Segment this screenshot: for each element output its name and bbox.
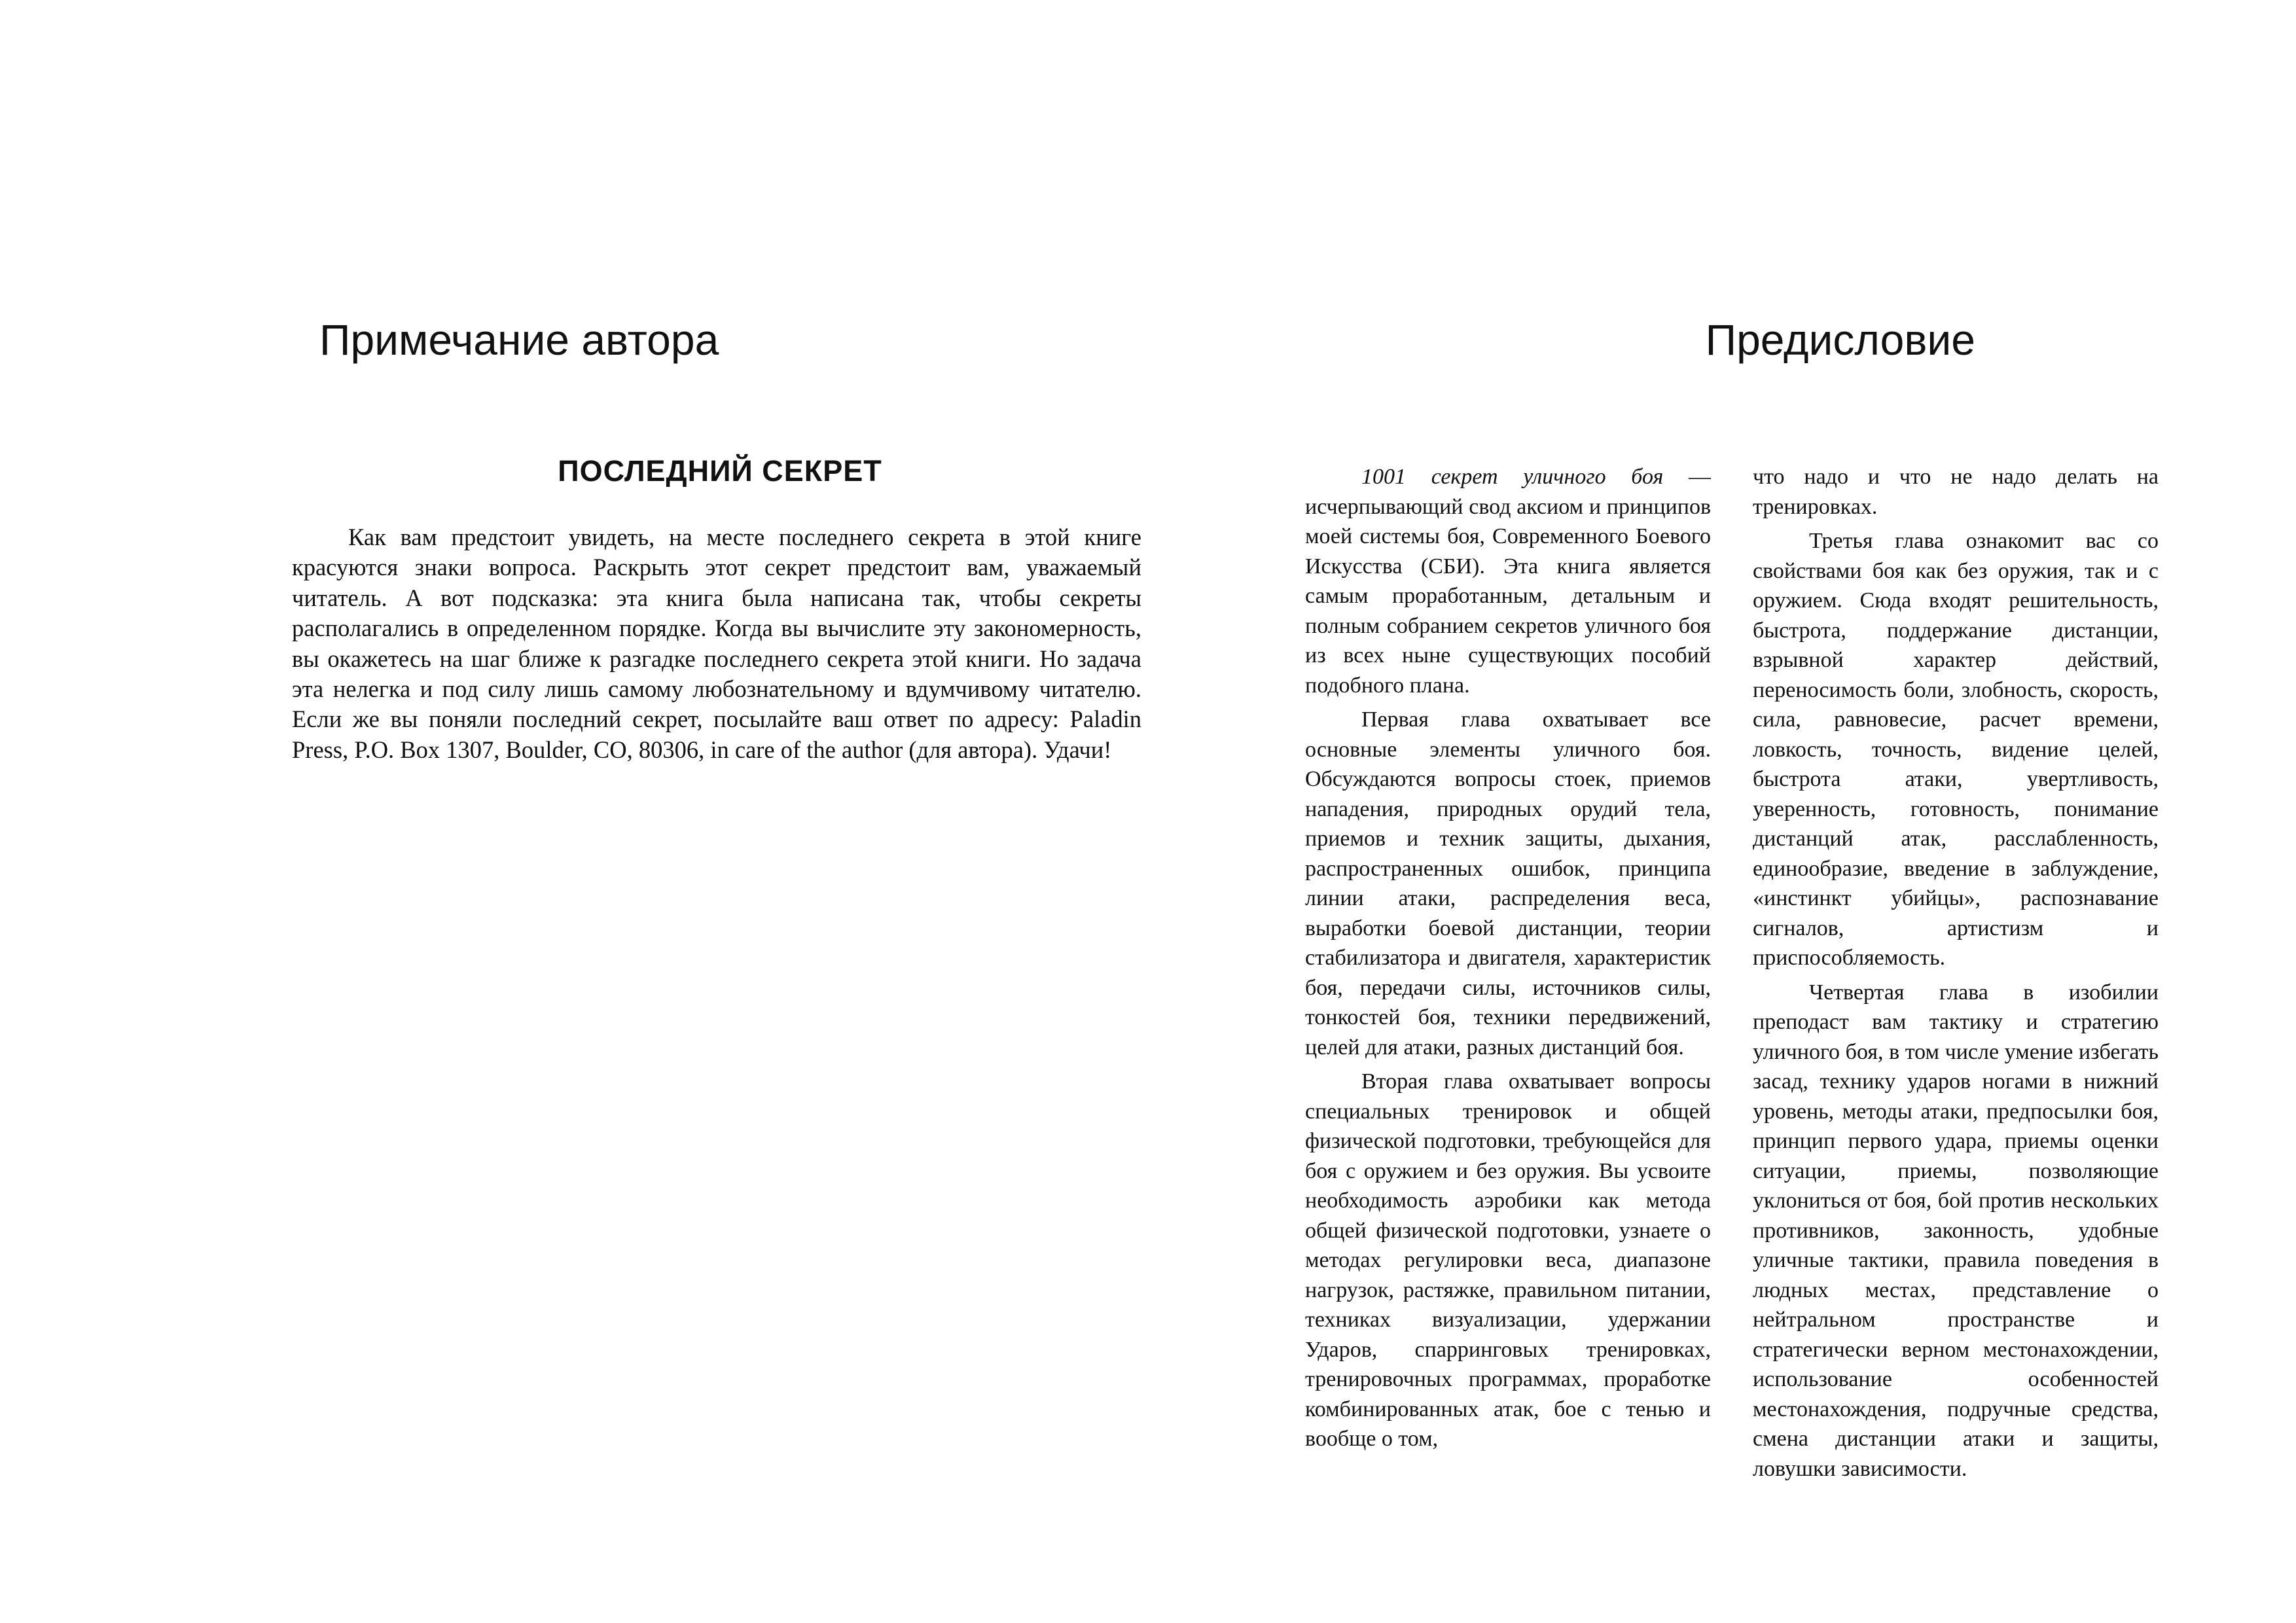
preface-paragraph-chapter4: Четвертая глава в изобилии преподаст вам тактику и стратегию уличного боя, в том числе умение избегать засад, технику ударов ногами в нижний уровень, методы атаки, предпосылки боя, принцип первого удара, приемы оценки ситуации, приемы, позволяющие уклониться от боя, бой против нескольких противников, законность, удобные уличные тактики, правила поведения в людных местах, представление о нейтральном пространстве и стратегически верном местонахождении, использование особенностей местонахождения, подручные средства, смена дистанции атаки и защиты, ловушки зависимости. (1753, 980, 2159, 1481)
preface-title: Предисловие (1705, 315, 1975, 364)
author-note-title: Примечание автора (319, 315, 719, 364)
intro-text: — исчерпывающий свод аксиом и принципов моей системы боя, Современного Боевого Искусства (СБИ). Эта книга является самым проработанным, детальным и полным собранием секретов уличного боя из всех ныне существующих пособий подобного плана. (1305, 465, 1711, 698)
preface-paragraph-continued: что надо и что не надо делать на тренировках. (1753, 465, 2159, 519)
author-note-body: Как вам предстоит увидеть, на месте последнего секрета в этой книге красуются знаки вопроса. Раскрыть этот секрет предстоит вам, уважаемый читатель. А вот подсказка: эта книга была написана так, чтобы секреты располагались в определенном порядке. Когда вы вычислите эту закономерность, вы окажетесь на шаг ближе к разгадке последнего секрета этой книги. Но задача эта нелегка и под силу лишь самому любознательному и вдумчивому читателю. Если же вы поняли последний секрет, посылайте ваш ответ по адресу: Paladin Press, P.O. Box 1307, Boulder, CO, 80306, in care of the author (для автора). Удачи! (292, 524, 1141, 763)
book-title-italic: 1001 секрет уличного боя (1361, 465, 1664, 489)
preface-paragraph-chapter3: Третья глава ознакомит вас со свойствами боя как без оружия, так и с оружием. Сюда входят решительность, быстрота, поддержание дистанции, взрывной характер действий, переносимость боли, злобность, скорость, сила, равновесие, расчет времени, ловкость, точность, видение целей, быстрота атаки, увертливость, уверенность, готовность, понимание дистанций атак, расслабленность, единообразие, введение в заблуждение, «инстинкт убийцы», распознавание сигналов, артистизм и приспособляемость. (1753, 529, 2159, 970)
preface-paragraph-chapter1: Первая глава охватывает все основные элементы уличного боя. Обсуждаются вопросы стоек, приемов нападения, природных орудий тела, приемов и техник защиты, дыхания, распространенных ошибок, принципа линии атаки, распределения веса, выработки боевой дистанции, теории стабилизатора и двигателя, характеристик боя, передачи силы, источников силы, тонкостей боя, техники передвижений, целей для атаки, разных дистанций боя. (1305, 707, 1711, 1060)
preface-column-2 (1753, 462, 2159, 1488)
preface-paragraph-chapter2: Вторая глава охватывает вопросы специальных тренировок и общей физической подготовки, требующейся для боя с оружием и без оружия. Вы усвоите необходимость аэробики как метода общей физической подготовки, узнаете о методах регулировки веса, диапазоне нагрузок, растяжке, правильном питании, техниках визуализации, удержании Ударов, спарринговых тренировках, тренировочных программах, проработке комбинированных атак, бое с тенью и вообще о том, (1305, 1069, 1711, 1451)
section-title: ПОСЛЕДНИЙ СЕКРЕТ (558, 454, 882, 488)
preface-paragraph-intro (1305, 462, 1711, 700)
preface-column-1 (1305, 462, 1711, 1459)
right-page (1148, 0, 2296, 1623)
